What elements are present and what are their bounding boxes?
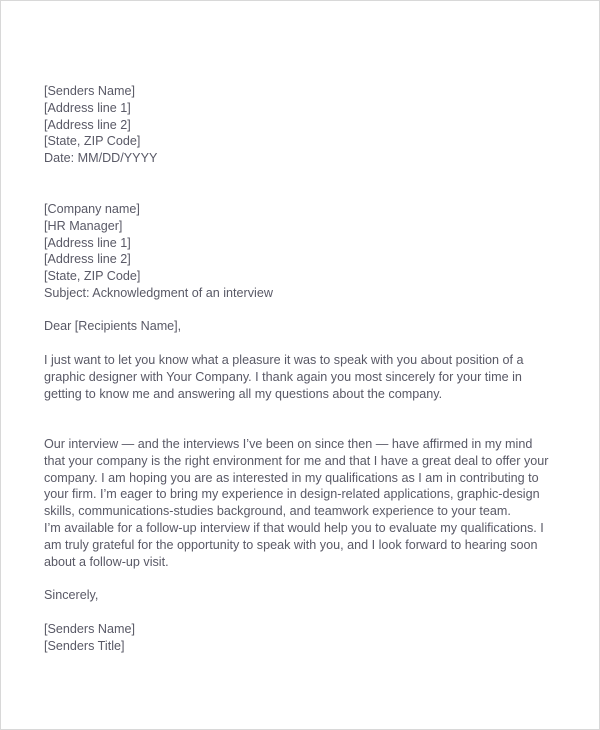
paragraph-line: skills, communications-studies background, and teamwork experience to your team. [44, 504, 511, 519]
hr-manager: [HR Manager] [44, 218, 123, 233]
paragraph-line: graphic designer with Your Company. I thank again you most sincerely for your time in [44, 369, 522, 384]
paragraph-line: I just want to let you know what a pleasure it was to speak with you about position of a [44, 353, 524, 367]
salutation-block [44, 318, 181, 335]
letter-date: Date: MM/DD/YYYY [44, 151, 158, 166]
paragraph-line: Our interview — and the interviews I’ve been on since then — have affirmed in my mind [44, 437, 533, 451]
paragraph-line: am truly grateful for the opportunity to speak with you, and I look forward to hearing soon [44, 537, 538, 552]
recipient-state-zip: [State, ZIP Code] [44, 269, 141, 284]
recipient-block [44, 201, 273, 302]
paragraph-line: company. I am hoping you are as interested in my qualifications as I am in contributing to [44, 470, 539, 485]
closing-block [44, 587, 98, 604]
signature-name: [Senders Name] [44, 622, 135, 636]
company-name: [Company name] [44, 202, 140, 216]
sender-name: [Senders Name] [44, 84, 135, 98]
subject-line: Subject: Acknowledgment of an interview [44, 285, 273, 300]
paragraph-line: I’m available for a follow-up interview if that would help you to evaluate my qualifications. I [44, 521, 544, 535]
closing: Sincerely, [44, 588, 99, 602]
recipient-address-1: [Address line 1] [44, 235, 131, 250]
paragraph-line: getting to know me and answering all my questions about the company. [44, 386, 443, 401]
paragraph-line: your firm. I’m eager to bring my experience in design-related applications, graphic-design [44, 487, 540, 502]
sender-block [44, 83, 157, 167]
salutation: Dear [Recipients Name], [44, 319, 182, 333]
signature-block [44, 621, 135, 655]
paragraph-line: about a follow-up visit. [44, 554, 169, 569]
paragraph-line: that your company is the right environment for me and that I have a great deal to offer your [44, 453, 549, 468]
paragraph-2 [44, 436, 549, 520]
sender-address-2: [Address line 2] [44, 117, 131, 132]
sender-address-1: [Address line 1] [44, 100, 131, 115]
signature-title: [Senders Title] [44, 638, 125, 653]
paragraph-1 [44, 352, 524, 402]
paragraph-3 [44, 520, 544, 570]
sender-state-zip: [State, ZIP Code] [44, 134, 141, 149]
recipient-address-2: [Address line 2] [44, 252, 131, 267]
